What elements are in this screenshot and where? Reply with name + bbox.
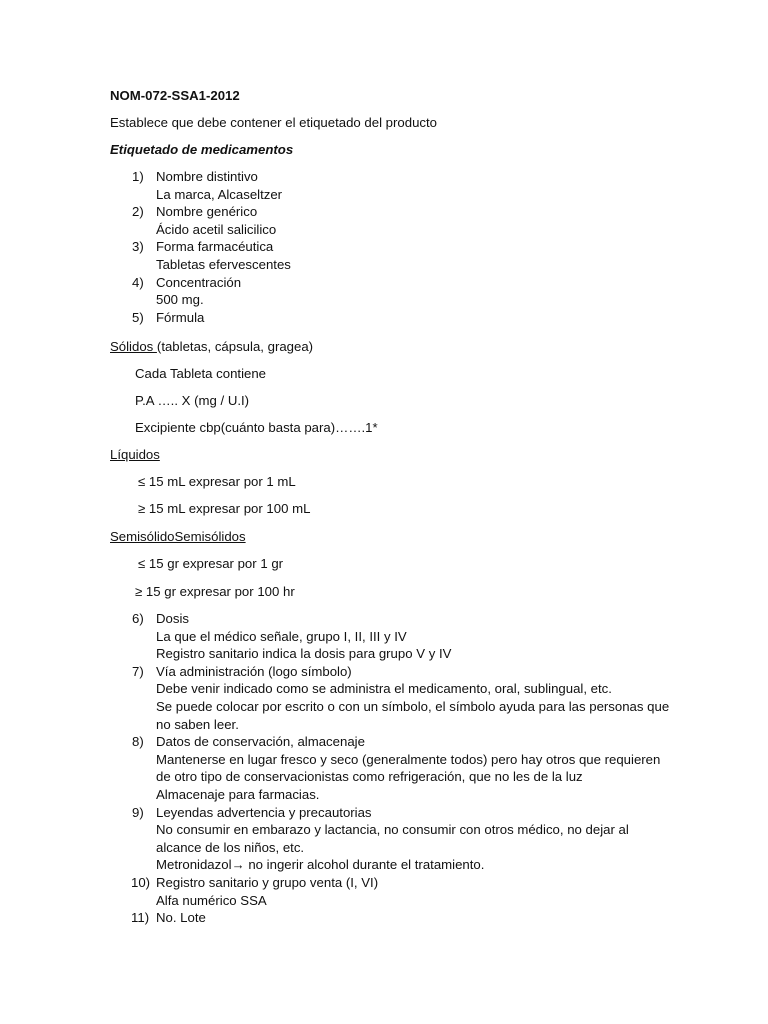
- liquidos-line: ≤ 15 mL expresar por 1 mL: [138, 474, 296, 489]
- list-item-detail: Registro sanitario indica la dosis para grupo V y IV: [156, 646, 452, 662]
- semisolidos-line: ≥ 15 gr expresar por 100 hr: [135, 584, 295, 599]
- list-item-label: Vía administración (logo símbolo): [156, 663, 352, 679]
- list-number: 3): [132, 239, 144, 255]
- solidos-heading-rest: (tabletas, cápsula, gragea): [156, 339, 314, 354]
- list-item-label: Nombre distintivo: [156, 169, 258, 184]
- liquidos-heading: Líquidos: [110, 447, 160, 462]
- list-item-detail: La que el médico señale, grupo I, II, III y IV: [156, 628, 407, 644]
- list-item-label: Registro sanitario y grupo venta (I, VI): [156, 875, 379, 890]
- doc-title: NOM-072-SSA1-2012: [110, 88, 240, 103]
- list-item-label: Forma farmacéutica: [156, 239, 274, 255]
- list-item-detail: No consumir en embarazo y lactancia, no consumir con otros médico, no dejar al: [156, 822, 629, 838]
- list-number: 8): [132, 734, 144, 750]
- list-item-detail: Se puede colocar por escrito o con un símbolo, el símbolo ayuda para las personas que: [156, 699, 670, 714]
- list-number: 6): [132, 611, 144, 626]
- liquidos-line: ≥ 15 mL expresar por 100 mL: [138, 501, 311, 516]
- list-item-detail: Tabletas efervescentes: [156, 257, 291, 272]
- doc-intro: Establece que debe contener el etiquetado del producto: [110, 115, 438, 130]
- list-number: 5): [132, 309, 144, 325]
- list-item-label: Dosis: [156, 611, 189, 626]
- list-item-detail: La marca, Alcaseltzer: [156, 186, 283, 202]
- list-item-detail: Mantenerse en lugar fresco y seco (generalmente todos) pero hay otros que requieren: [156, 751, 661, 767]
- list-item-label: Leyendas advertencia y precautorias: [156, 804, 372, 820]
- solidos-heading: [110, 338, 313, 356]
- list-item-detail: no saben leer.: [156, 716, 239, 732]
- list-item-label: Concentración: [156, 274, 242, 290]
- list-item-detail: alcance de los niños, etc.: [156, 839, 305, 855]
- list-number: 9): [132, 804, 144, 820]
- doc-subtitle: Etiquetado de medicamentos: [110, 142, 294, 157]
- list-item-label: No. Lote: [156, 910, 206, 926]
- list-item-detail: Debe venir indicado como se administra el medicamento, oral, sublingual, etc.: [156, 681, 612, 697]
- list-item-detail: Alfa numérico SSA: [156, 892, 267, 908]
- list-item-detail: Metronidazol→ no ingerir alcohol durante el tratamiento.: [156, 857, 485, 873]
- list-item-label: Nombre genérico: [156, 204, 258, 220]
- solidos-heading-underlined: Sólidos: [110, 339, 157, 354]
- list-item-detail: de otro tipo de conservacionistas como refrigeración, que no les de la luz: [156, 769, 583, 785]
- solidos-line: P.A ….. X (mg / U.I): [135, 393, 250, 408]
- list-item-detail: Ácido acetil salicilico: [156, 221, 277, 237]
- list-item-detail: 500 mg.: [156, 292, 204, 308]
- solidos-line: Cada Tableta contiene: [135, 366, 266, 381]
- list-number: 11): [131, 910, 150, 926]
- list-item-label: Datos de conservación, almacenaje: [156, 734, 365, 750]
- semisolidos-heading: SemisólidoSemisólidos: [110, 529, 246, 544]
- list-number: 4): [132, 274, 144, 290]
- list-item-detail: Almacenaje para farmacias.: [156, 787, 320, 802]
- list-item-label: Fórmula: [156, 309, 205, 325]
- semisolidos-line: ≤ 15 gr expresar por 1 gr: [138, 556, 284, 571]
- list-number: 10): [131, 875, 151, 890]
- list-number: 1): [132, 169, 144, 184]
- solidos-line: Excipiente cbp(cuánto basta para)…….1*: [135, 420, 378, 435]
- list-number: 2): [132, 204, 144, 220]
- list-number: 7): [132, 663, 144, 679]
